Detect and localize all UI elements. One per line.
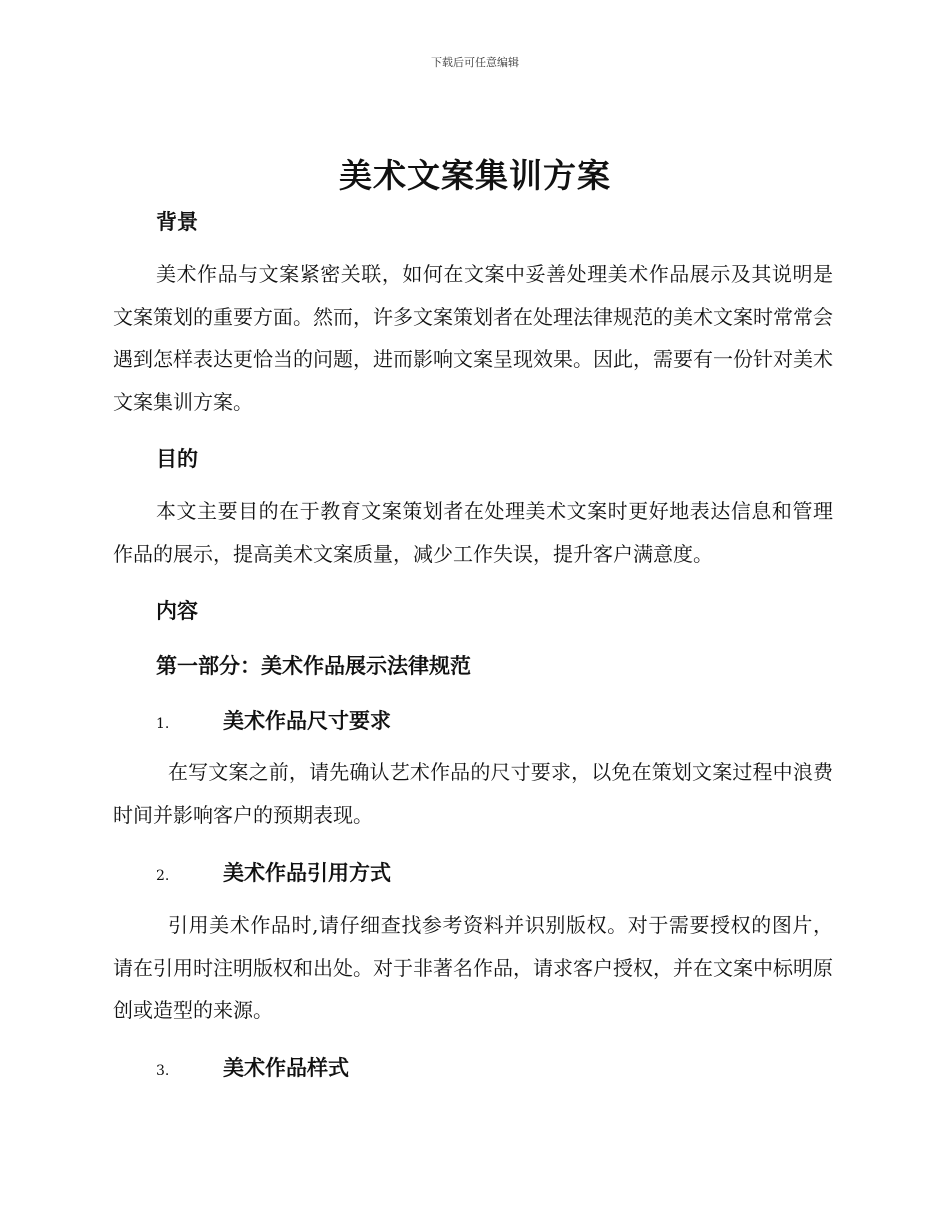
list-item-title: 美术作品样式 [223,1056,349,1080]
heading-content: 内容 [156,599,198,623]
list-item-title: 美术作品尺寸要求 [223,709,391,733]
list-item-title: 美术作品引用方式 [223,861,391,885]
list-item-heading-1 [156,705,391,735]
document-title: 美术文案集训方案 [339,156,611,195]
list-item-heading-2 [156,857,391,887]
paragraph-item-1: 在写文案之前，请先确认艺术作品的尺寸要求，以免在策划文案过程中浪费时间并影响客户的预期表现。 [113,760,833,827]
list-item-heading-3 [156,1052,349,1082]
heading-part-one: 第一部分：美术作品展示法律规范 [156,654,471,678]
paragraph-item-2: 引用美术作品时,请仔细查找参考资料并识别版权。对于需要授权的图片，请在引用时注明版权和出处。对于非著名作品，请求客户授权，并在文案中标明原创或造型的来源。 [113,913,833,1022]
heading-background: 背景 [156,210,198,234]
paragraph-background: 美术作品与文案紧密关联，如何在文案中妥善处理美术作品展示及其说明是文案策划的重要方面。然而，许多文案策划者在处理法律规范的美术文案时常常会遇到怎样表达更恰当的问题，进而影响文案呈现效果。因此，需要有一份针对美术文案集训方案。 [113,262,833,414]
heading-purpose: 目的 [156,447,198,471]
list-number: 1. [156,716,170,732]
paragraph-purpose: 本文主要目的在于教育文案策划者在处理美术文案时更好地表达信息和管理作品的展示，提高美术文案质量，减少工作失误，提升客户满意度。 [113,499,833,566]
page-header-note: 下载后可任意编辑 [431,56,519,69]
list-number: 3. [156,1063,170,1079]
list-number: 2. [156,868,170,884]
